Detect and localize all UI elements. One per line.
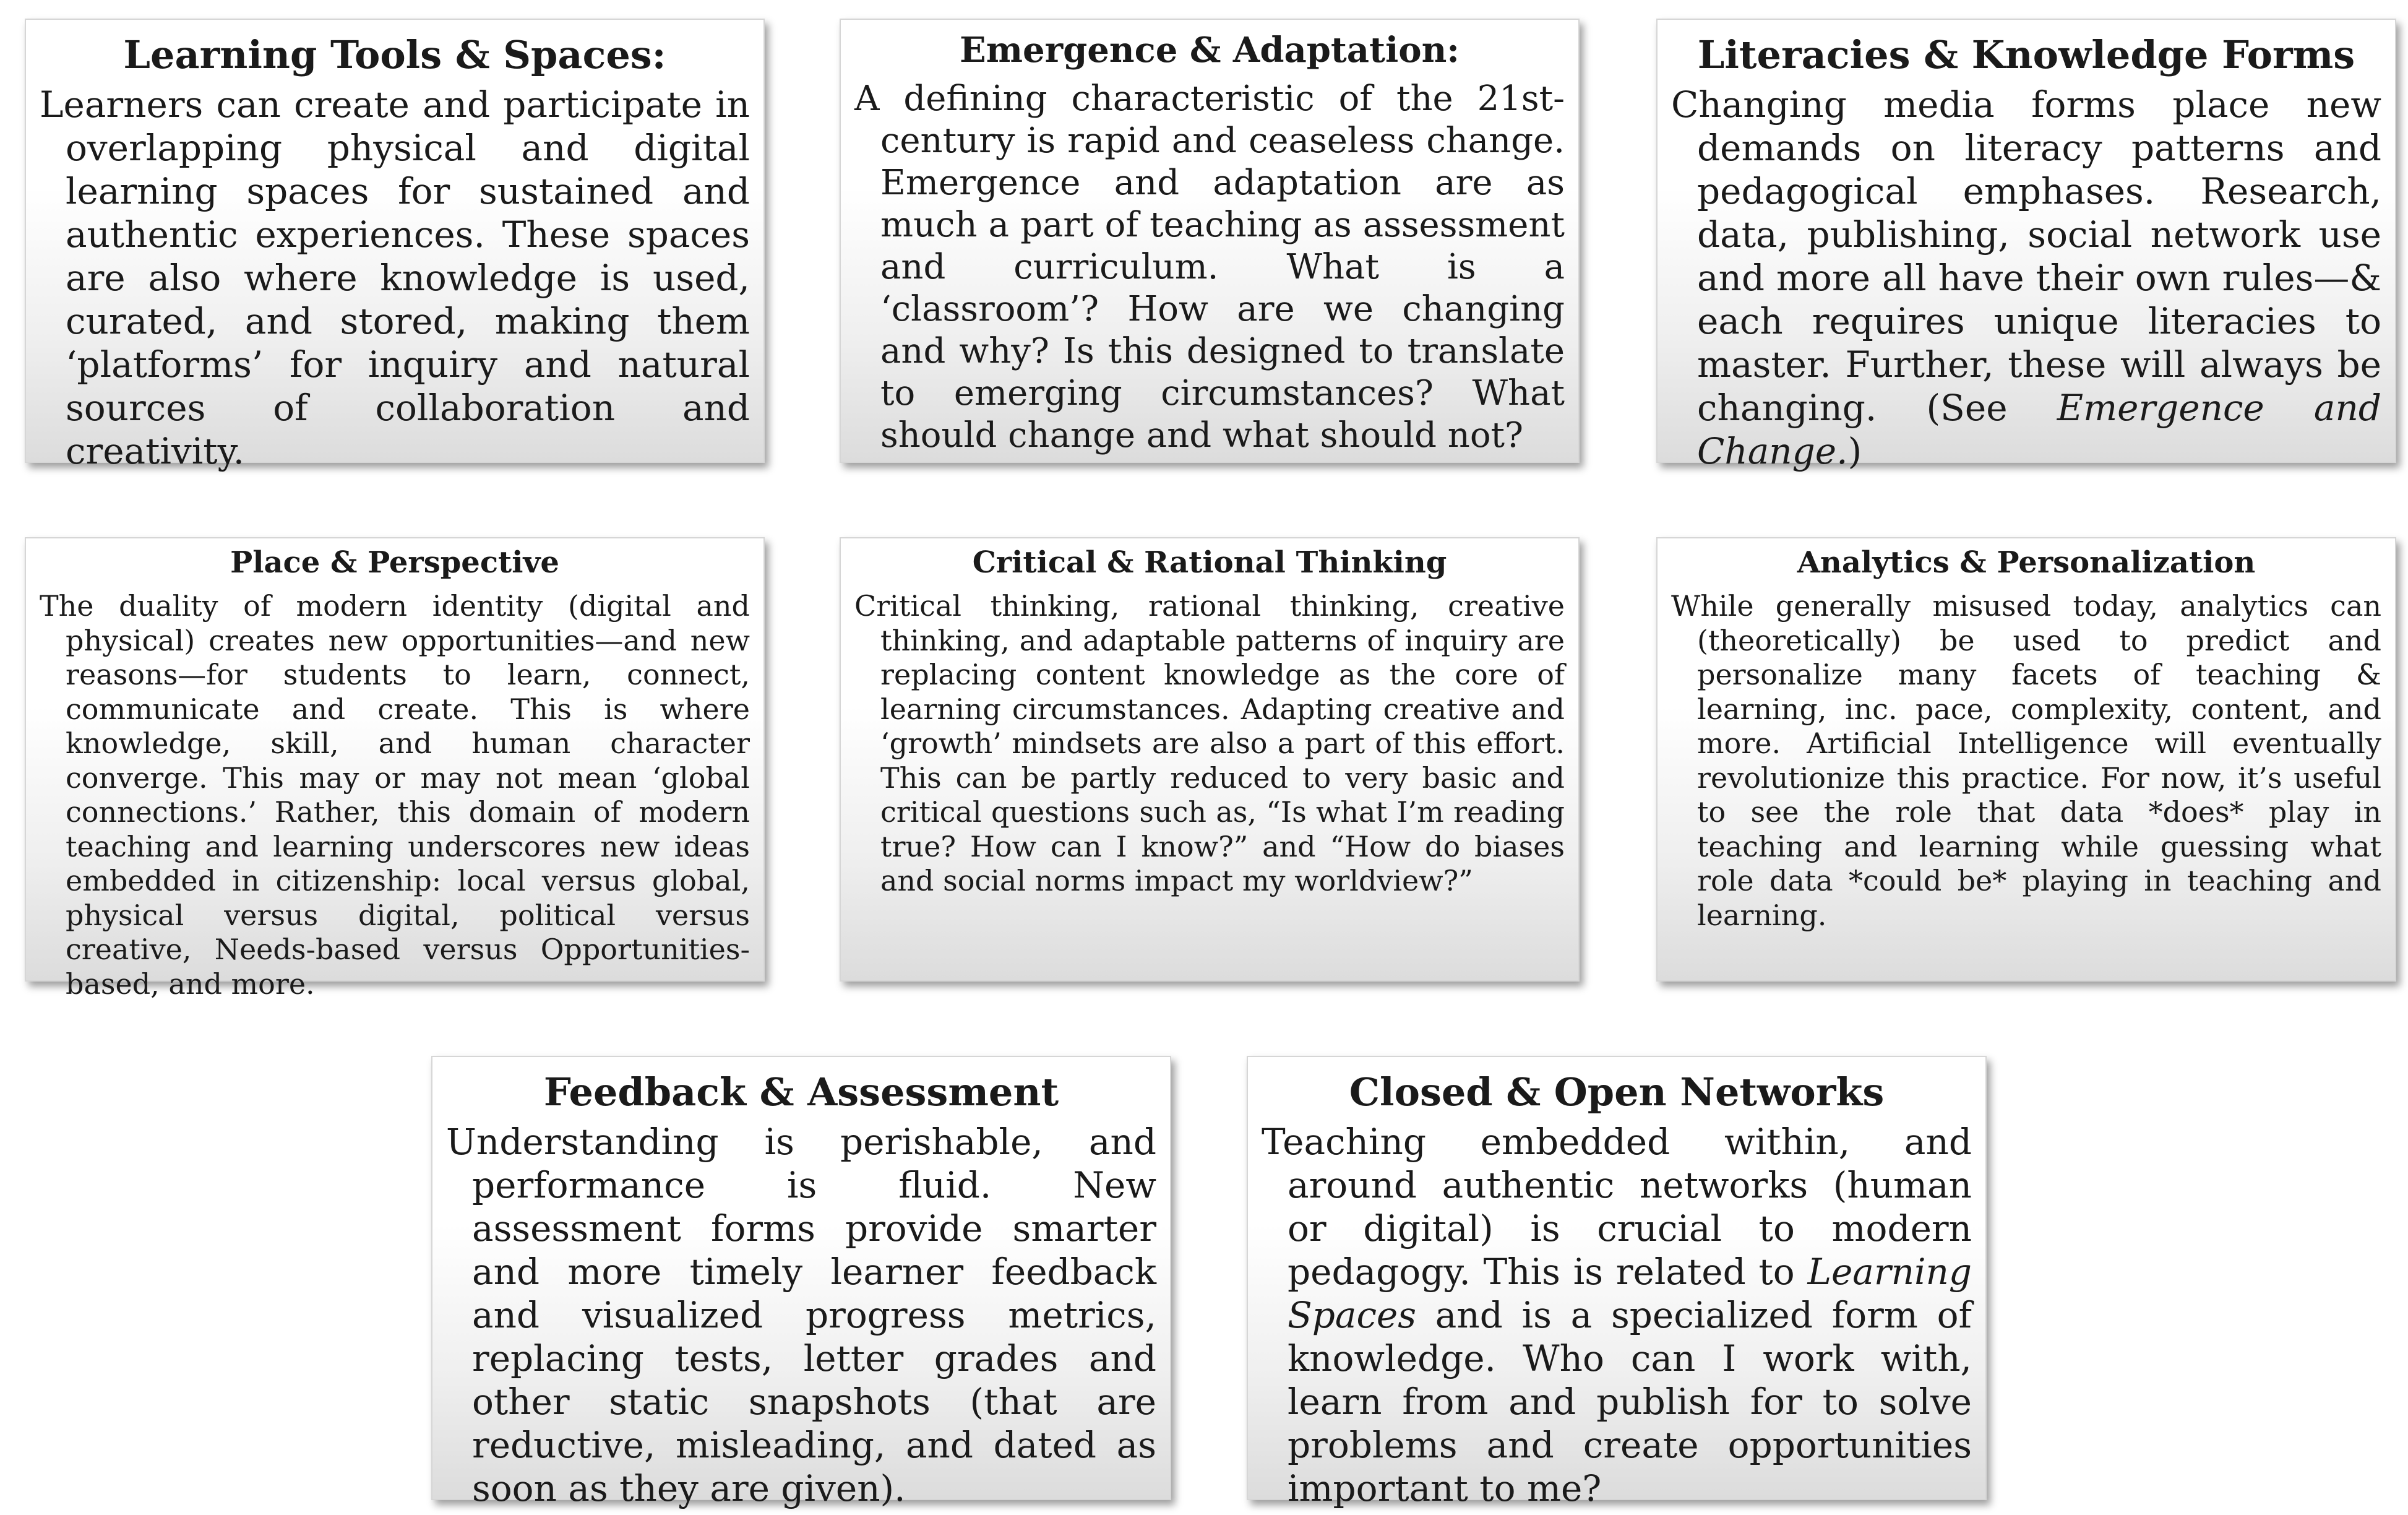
card-body: Critical thinking, rational thinking, creative thinking, and adaptable patterns of inquiry are replacing content knowledge as the core of learning circumstances. Adapting creative and ‘growth’ mindsets are also a part of this effort. This can be partly reduced to very basic and critical questions such as, “Is what I’m reading true? How can I know?” and “How do biases and social norms impact my worldview?” [854, 589, 1565, 897]
card-body-text-end: and is a specialized form of knowledge. Who can I work with, learn from and publish for to solve problems and create opportunities important to me? [1288, 1294, 1972, 1509]
card-title: Literacies & Knowledge Forms [1697, 32, 2355, 77]
card-title: Learning Tools & Spaces: [123, 32, 666, 77]
card-closed-open-networks [1247, 1056, 1987, 1509]
card-literacies-knowledge-forms [1656, 19, 2396, 472]
card-title: Closed & Open Networks [1349, 1069, 1885, 1115]
card-title: Critical & Rational Thinking [972, 545, 1447, 580]
card-body: The duality of modern identity (digital and physical) creates new opportunities—and new reasons—for students to learn, connect, communicate and create. This is where knowledge, skill, and human character converge. This may or may not mean ‘global connections.’ Rather, this domain of modern teaching and learning underscores new ideas embedded in citizenship: local versus global, physical versus digital, political versus creative, Needs-based versus Opportunities-based, and more. [40, 589, 750, 1001]
card-body [1262, 1120, 1972, 1510]
card-critical-rational-thinking [840, 537, 1580, 982]
card-body-text-end: ) [1847, 430, 1862, 472]
card-body: A defining characteristic of the 21st-century is rapid and ceaseless change. Emergence and adaptation are as much a part of teaching as assessment and curriculum. What is a ‘classroom’? How are we changing and why? Is this designed to translate to emerging circumstances? What should change and what should not? [854, 79, 1565, 455]
card-body: Understanding is perishable, and performance is fluid. New assessment forms provide smarter and more timely learner feedback and visualized progress metrics, replacing tests, letter grades and other static snapshots (that are reductive, misleading, and dated as soon as they are given). [446, 1121, 1156, 1509]
card-body: Learners can create and participate in overlapping physical and digital learning spaces for sustained and authentic experiences. These spaces are also where knowledge is used, curated, and stored, making them ‘platforms’ for inquiry and natural sources of collaboration and creativity. [40, 84, 750, 472]
card-title: Place & Perspective [230, 545, 559, 580]
card-body [1671, 83, 2381, 473]
card-place-perspective [25, 537, 765, 1001]
card-body-text: Teaching embedded within, and around authentic networks (human or digital) is crucial to modern pedagogy. This is related to [1262, 1121, 1972, 1293]
card-body-text: Changing media forms place new demands on literacy patterns and pedagogical emphases. Research, data, publishing, social network use and more all have their own rules—& each requires unique literacies to master. Further, these will always be changing. (See [1671, 84, 2381, 429]
card-body: While generally misused today, analytics can (theoretically) be used to predict and personalize many facets of teaching & learning, inc. pace, complexity, content, and more. Artificial Intelligence will eventually revolutionize this practice. For now, it’s useful to see the role that data *does* play in teaching and learning while guessing what role data *could be* playing in teaching and learning. [1671, 589, 2381, 932]
card-title: Feedback & Assessment [543, 1069, 1059, 1115]
card-title: Analytics & Personalization [1797, 545, 2256, 580]
card-title: Emergence & Adaptation: [960, 30, 1460, 71]
card-body-emphasis: Learning Spaces [1288, 1251, 1972, 1336]
card-body-emphasis: Emergence and Change. [1697, 387, 2381, 472]
card-analytics-personalization [1656, 537, 2396, 982]
card-emergence-adaptation [840, 19, 1580, 463]
card-learning-tools-spaces [25, 19, 765, 472]
card-feedback-assessment [431, 1056, 1171, 1509]
